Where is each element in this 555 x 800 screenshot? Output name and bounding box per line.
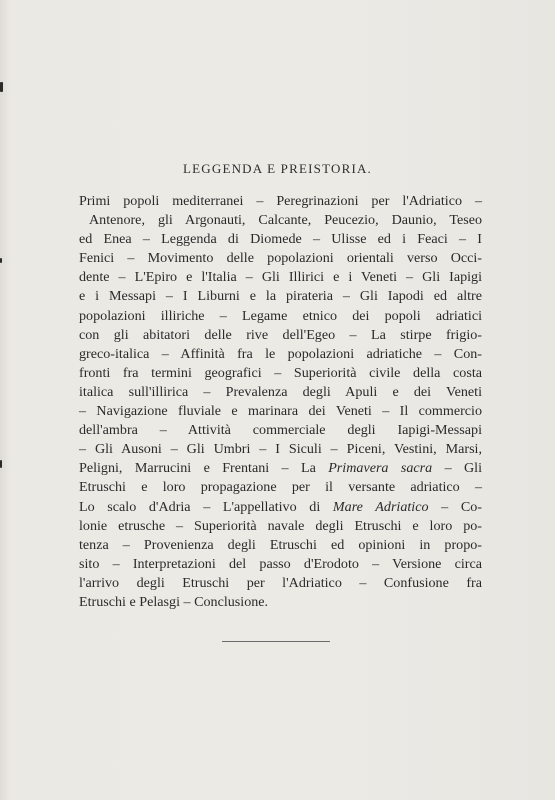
summary-line: ed Enea – Leggenda di Diomede – Ulisse ed i Feaci – I <box>79 231 482 248</box>
chapter-summary <box>79 192 482 612</box>
summary-text: – Co- <box>428 498 482 515</box>
italic-term: Primavera sacra <box>328 460 433 477</box>
summary-line: dell'ambra – Attività commerciale degli Iapigi-Messapi <box>79 422 482 439</box>
summary-line: – Gli Ausoni – Gli Umbri – I Siculi – Piceni, Vestini, Marsi, <box>79 441 482 458</box>
summary-line: – Navigazione fluviale e marinara dei Veneti – Il commercio <box>79 403 482 420</box>
binding-mark <box>0 258 2 263</box>
summary-line: lonie etrusche – Superiorità navale degli Etruschi e loro po- <box>79 517 482 534</box>
summary-line: greco-italica – Affinità fra le popolazioni adriatiche – Con- <box>79 345 482 362</box>
summary-line: Etruschi e loro propagazione per il versante adriatico – <box>79 479 482 496</box>
chapter-heading: LEGGENDA E PREISTORIA. <box>182 161 373 176</box>
summary-line: e i Messapi – I Liburni e la pirateria – Gli Iapodi ed altre <box>79 288 482 305</box>
summary-line: Antenore, gli Argonauti, Calcante, Peucezio, Daunio, Teseo <box>89 212 482 229</box>
summary-line: Fenici – Movimento delle popolazioni orientali verso Occi- <box>79 250 482 267</box>
summary-line <box>79 498 482 517</box>
summary-text: Lo scalo d'Adria – L'appellativo di <box>79 498 333 515</box>
summary-line: sito – Interpretazioni del passo d'Erodoto – Versione circa <box>79 555 482 572</box>
summary-line: dente – L'Epiro e l'Italia – Gli Illirici e i Veneti – Gli Iapigi <box>79 269 482 286</box>
binding-mark <box>0 82 3 92</box>
summary-line: fronti fra termini geografici – Superiorità civile della costa <box>79 364 482 381</box>
summary-line: tenza – Provenienza degli Etruschi ed opinioni in propo- <box>79 536 482 553</box>
italic-term: Mare Adriatico <box>332 498 429 515</box>
summary-text: Peligni, Marrucini e Frentani – La <box>79 460 329 477</box>
summary-line: Primi popoli mediterranei – Peregrinazioni per l'Adriatico – <box>79 193 482 209</box>
summary-line: popolazioni illiriche – Legame etnico dei popoli adriatici <box>79 307 482 324</box>
summary-text: – Gli <box>432 460 482 477</box>
summary-line: l'arrivo degli Etruschi per l'Adriatico – Confusione fra <box>79 574 482 591</box>
summary-line: italica sull'illirica – Prevalenza degli Apuli e dei Veneti <box>79 383 482 400</box>
summary-line <box>79 459 482 478</box>
section-divider <box>222 641 330 642</box>
summary-line: Etruschi e Pelasgi – Conclusione. <box>79 593 269 610</box>
binding-mark <box>0 460 2 468</box>
summary-line: con gli abitatori delle rive dell'Egeo – La stirpe frigio- <box>79 326 482 343</box>
